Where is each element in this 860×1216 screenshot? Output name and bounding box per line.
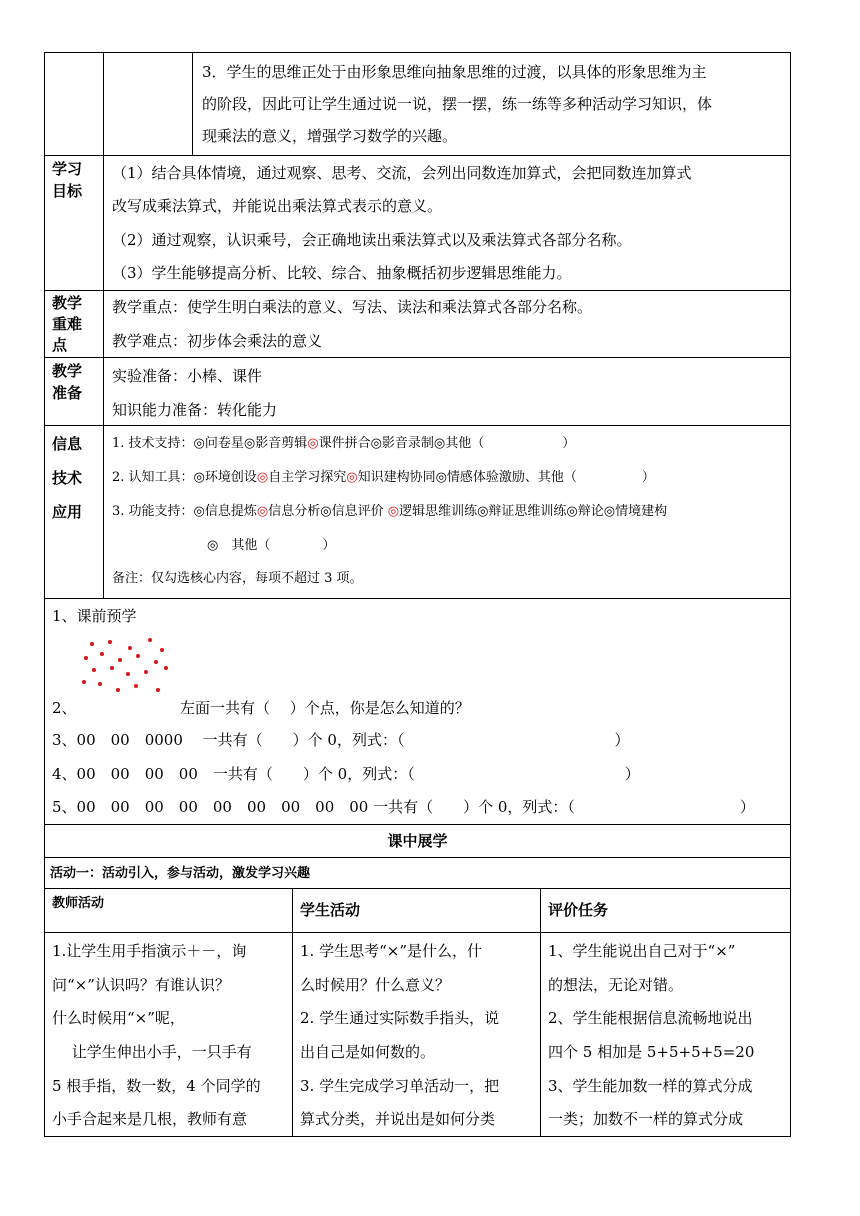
- teacher-line: 让学生伸出小手，一只手有: [52, 1043, 252, 1061]
- goal-line: （2）通过观察，认识乘号，会正确地读出乘法算式以及乘法算式各部分名称。: [112, 231, 632, 249]
- dot: [90, 642, 94, 646]
- row-divider: [44, 857, 791, 858]
- dot: [134, 684, 138, 688]
- dot-cluster-image: [78, 636, 170, 708]
- preview-question: 5、00 00 00 00 00 00 00 00 00 一共有（ ）个 0，列式：（ ）: [52, 798, 755, 816]
- eval-line: 一类；加数不一样的算式分成: [548, 1110, 744, 1128]
- tech-note: 备注：仅勾选核心内容，每项不超过 3 项。: [112, 571, 363, 586]
- selected-mark-icon: ◎: [387, 504, 400, 519]
- tech-label: 信息: [52, 435, 83, 453]
- tech-text: 2. 认知工具：◎环境创设: [112, 470, 257, 485]
- tech-label: 技术: [52, 469, 83, 487]
- header-teacher: 教师活动: [52, 896, 105, 911]
- tech-text: 自主学习探究: [268, 470, 347, 485]
- student-line: 2. 学生通过实际数手指头，说: [300, 1009, 500, 1027]
- teacher-line: 小手合起来是几根，教师有意: [52, 1110, 248, 1128]
- dot: [98, 682, 102, 686]
- dot: [126, 672, 130, 676]
- selected-mark-icon: ◎: [307, 436, 319, 451]
- keypoints-label: 教学: [52, 294, 83, 312]
- row-divider: [44, 932, 791, 933]
- prep-line: 实验准备：小棒、课件: [112, 367, 263, 385]
- selected-mark-icon: ◎: [346, 470, 358, 485]
- header-student: 学生活动: [300, 901, 361, 919]
- selected-mark-icon: ◎: [256, 470, 269, 485]
- preview-question-number: 2、: [52, 699, 77, 717]
- row-divider: [44, 425, 791, 426]
- dot: [116, 688, 120, 692]
- prep-label: 准备: [52, 384, 83, 402]
- prep-label: 教学: [52, 362, 83, 380]
- strategy-line: 3．学生的思维正处于由形象思维向抽象思维的过渡，以具体的形象思维为主: [202, 63, 707, 81]
- selected-mark-icon: ◎: [256, 504, 269, 519]
- tech-label: 应用: [52, 503, 83, 521]
- dot: [100, 652, 104, 656]
- function-other-line: ◎ 其他（ ）: [207, 538, 336, 553]
- dot: [92, 668, 96, 672]
- row-divider: [44, 357, 791, 358]
- dot: [108, 640, 112, 644]
- student-line: 算式分类，并说出是如何分类: [300, 1110, 496, 1128]
- keypoints-label: 点: [52, 336, 68, 354]
- tech-support-line: [112, 434, 575, 454]
- label-column-divider: [103, 52, 104, 598]
- preview-question: 3、00 00 0000 一共有（ ）个 0，列式：（ ）: [52, 731, 630, 749]
- teacher-line: 什么时候用“×”呢，: [52, 1009, 185, 1027]
- student-line: 么时候用？什么意义？: [300, 976, 451, 994]
- dot: [164, 666, 168, 670]
- dot: [118, 658, 122, 662]
- column-divider: [292, 888, 293, 1136]
- student-line: 出自己是如何数的。: [300, 1043, 436, 1061]
- keypoints-label: 重难: [52, 315, 83, 333]
- strategy-line: 现乘法的意义，增强学习数学的兴趣。: [202, 127, 458, 145]
- tech-text: 课件拼合◎影音录制◎其他（ ）: [318, 436, 576, 451]
- row-divider: [44, 290, 791, 291]
- section-title: 课中展学: [387, 832, 448, 850]
- preview-heading: 1、课前预学: [52, 607, 137, 625]
- goals-label: 目标: [52, 182, 83, 200]
- keypoint-line: 教学难点：初步体会乘法的意义: [112, 332, 323, 350]
- tech-text: 信息分析◎信息评价: [268, 504, 388, 519]
- student-line: 3. 学生完成学习单活动一，把: [300, 1077, 500, 1095]
- dot: [128, 646, 132, 650]
- eval-line: 的想法，无论对错。: [548, 976, 684, 994]
- eval-line: 四个 5 相加是 5+5+5+5=20: [548, 1043, 755, 1061]
- tech-text: 1. 技术支持：◎问卷星◎影音剪辑: [112, 436, 308, 451]
- row-divider: [44, 888, 791, 889]
- goal-line: （1）结合具体情境，通过观察、思考、交流，会列出同数连加算式，会把同数连加算式: [112, 164, 692, 182]
- table-border-top: [44, 52, 791, 53]
- table-border-left: [44, 52, 45, 1137]
- dot: [82, 680, 86, 684]
- goals-label: 学习: [52, 160, 83, 178]
- dot: [148, 638, 152, 642]
- eval-line: 3、学生能加数一样的算式分成: [548, 1077, 753, 1095]
- column-divider: [540, 888, 541, 1136]
- goal-line: （3）学生能够提高分析、比较、综合、抽象概括初步逻辑思维能力。: [112, 264, 572, 282]
- header-eval: 评价任务: [548, 901, 609, 919]
- column-divider: [192, 52, 193, 155]
- tech-text: 逻辑思维训练◎辩证思维训练◎辩论◎情境建构: [399, 504, 668, 519]
- strategy-line: 的阶段，因此可让学生通过说一说，摆一摆，练一练等多种活动学习知识，体: [202, 95, 713, 113]
- tech-text: 3. 功能支持：◎信息提炼: [112, 504, 257, 519]
- teacher-line: 5 根手指，数一数，4 个同学的: [52, 1077, 261, 1095]
- dot: [84, 656, 88, 660]
- table-border-right: [790, 52, 791, 1137]
- activity-title: 活动一：活动引入，参与活动，激发学习兴趣: [50, 866, 311, 881]
- tech-text: 知识建构协同◎情感体验激励、其他（ ）: [357, 470, 655, 485]
- row-divider: [44, 824, 791, 825]
- row-divider: [44, 155, 791, 156]
- teacher-line: 1.让学生用手指演示＋－，询: [52, 942, 247, 960]
- teacher-line: 问“×”认识吗？有谁认识？: [52, 976, 230, 994]
- dot: [154, 660, 158, 664]
- student-line: 1. 学生思考“×”是什么，什: [300, 942, 482, 960]
- table-border-bottom: [44, 1136, 791, 1137]
- dot: [144, 670, 148, 674]
- keypoint-line: 教学重点：使学生明白乘法的意义、写法、读法和乘法算式各部分名称。: [112, 298, 593, 316]
- eval-line: 1、学生能说出自己对于“×”: [548, 942, 736, 960]
- dot: [156, 688, 160, 692]
- goal-line: 改写成乘法算式，并能说出乘法算式表示的意义。: [112, 197, 443, 215]
- dot: [136, 654, 140, 658]
- prep-line: 知识能力准备：转化能力: [112, 401, 278, 419]
- dot: [160, 648, 164, 652]
- preview-question: 4、00 00 00 00 一共有（ ）个 0，列式：（ ）: [52, 765, 640, 783]
- row-divider: [44, 598, 791, 599]
- cognitive-tools-line: [112, 468, 655, 488]
- function-support-line: [112, 502, 667, 522]
- preview-question: 左面一共有（ ）个点，你是怎么知道的？: [180, 699, 470, 717]
- eval-line: 2、学生能根据信息流畅地说出: [548, 1009, 753, 1027]
- dot: [110, 666, 114, 670]
